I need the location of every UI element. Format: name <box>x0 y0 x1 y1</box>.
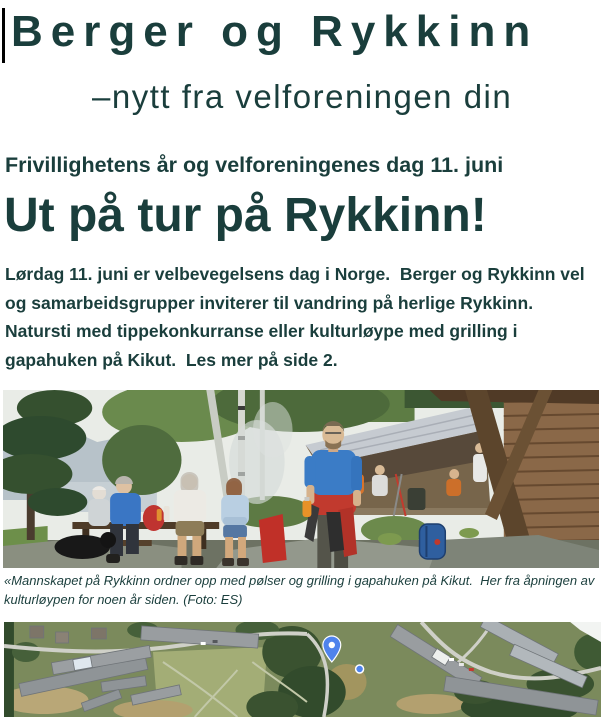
blue-backpack <box>420 524 446 559</box>
article-kicker: Frivillighetens år og velforeningenes dag 11. juni <box>5 153 504 177</box>
article-body: Lørdag 11. juni er velbevegelsens dag i Norge. Berger og Rykkinn vel og samarbeidsgrupper inviterer til vandring på herlige Rykkinn. Natursti med tippekonkurranse eller kulturløype med grilling i gapahuken på Kikut. Les mer på side 2. <box>5 264 590 370</box>
main-photo <box>3 390 599 568</box>
masthead-title: Berger og Rykkinn <box>11 7 539 56</box>
aerial-photo-illustration <box>4 622 601 717</box>
aerial-map-photo <box>4 622 601 717</box>
photo-caption: «Mannskapet på Rykkinn ordner opp med pølser og grilling i gapahuken på Kikut. Her fra åpningen av kulturløypen for noen år siden. (Foto: ES) <box>4 573 599 607</box>
masthead-left-bar <box>2 8 5 63</box>
masthead-subtitle: –nytt fra velforeningen din <box>92 78 513 115</box>
article-headline: Ut på tur på Rykkinn! <box>4 189 487 242</box>
map-dot-icon <box>356 665 364 673</box>
gapahuk-photo-illustration <box>3 390 599 568</box>
